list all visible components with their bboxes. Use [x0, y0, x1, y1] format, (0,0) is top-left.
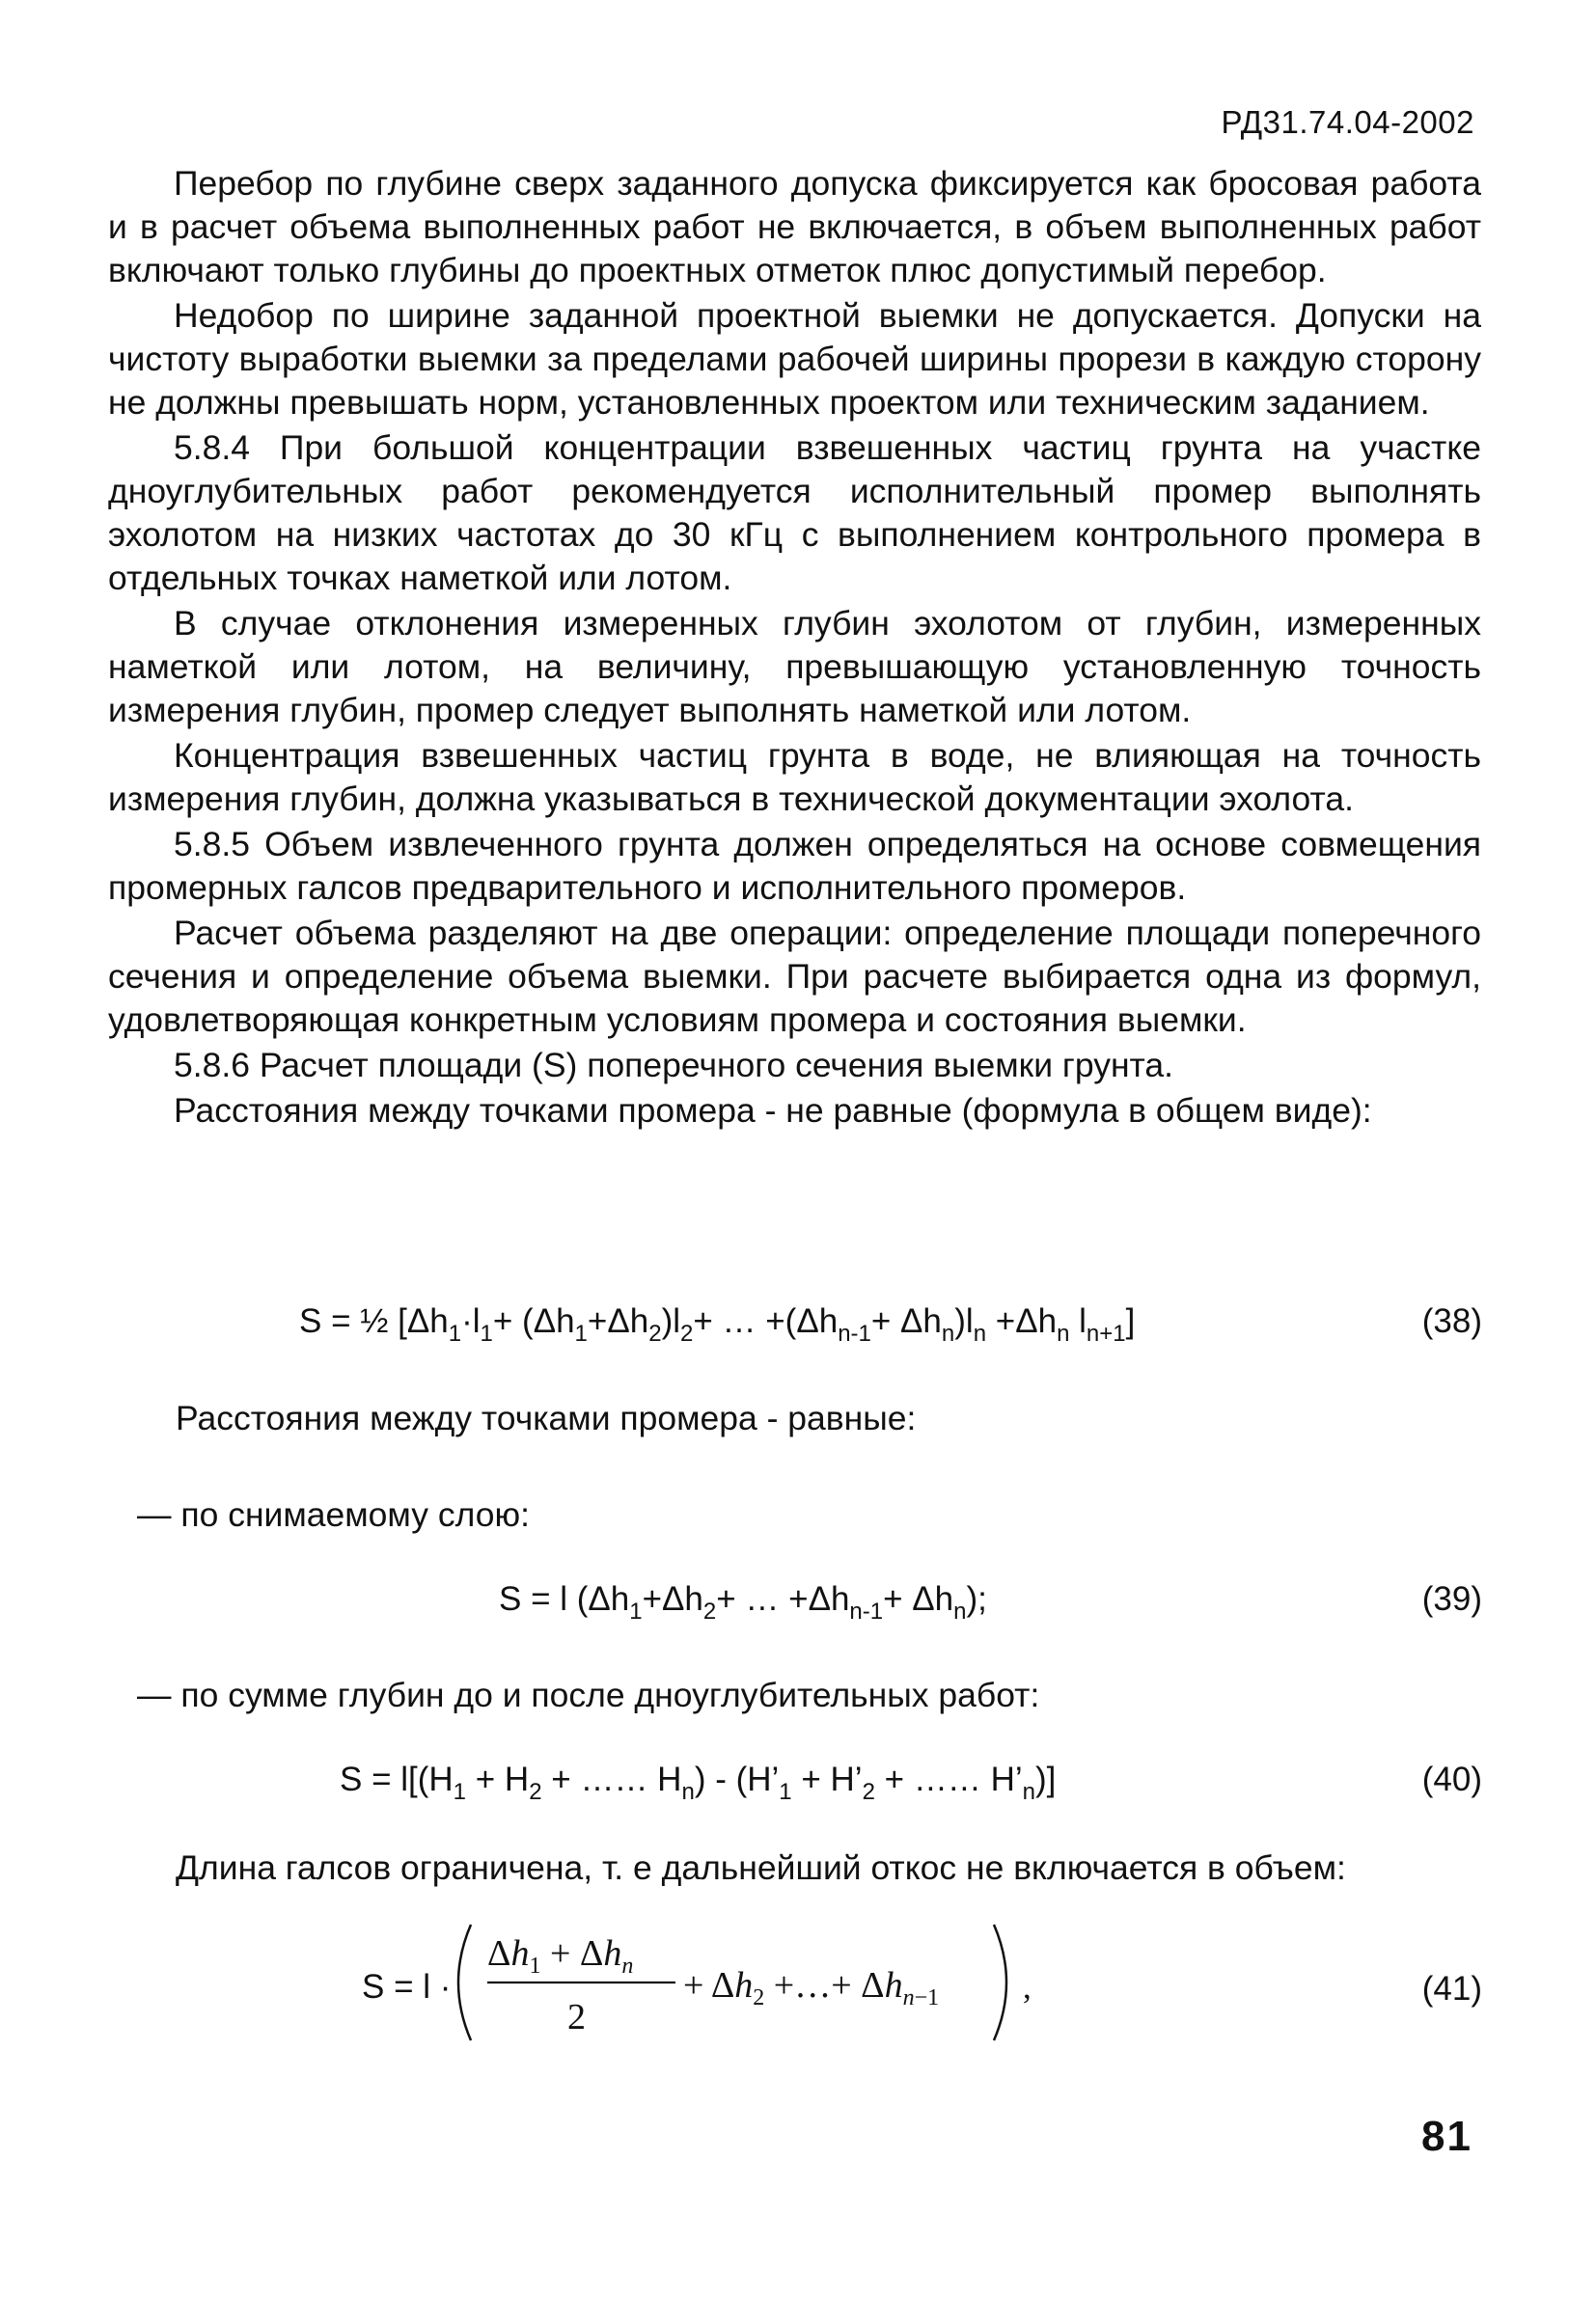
document-code: РД31.74.04-2002 — [1221, 104, 1474, 140]
paragraph-unequal-distances: Расстояния между точками промера - не равные (формула в общем виде): — [174, 1091, 1372, 1130]
paragraph-underdredge: Недобор по ширине заданной проектной выемки не допускается. Допуски на чистоту выработки выемки за пределами рабочей ширины прорези в каждую сторону не должны превышать норм, установленных проектом или техническим заданием. — [108, 296, 1481, 422]
paragraph-5-8-5: 5.8.5 Объем извлеченного грунта должен определяться на основе совмещения промерных галсов предварительного и исполнительного промеров. — [108, 825, 1481, 907]
svg-text:S = l ·: S = l · — [362, 1968, 452, 2006]
paragraph-volume-calc: Расчет объема разделяют на две операции: определение площади поперечного сечения и определение объема выемки. При расчете выбирается одна из формул, удовлетворяющая конкретным условиям промера и состояния выемки. — [108, 914, 1481, 1039]
svg-text:,: , — [1023, 1968, 1032, 2006]
formula-40: $S = l[(H_1 + H_2$ + …… $H_n$) - ($H’_1$ + $H’_2$ + …… $H’_n$)] — [340, 1761, 1057, 1805]
svg-text:+ Δh2 +…+ Δhn−1: + $\Delta h_2$ +…+ $\Delta h_n-1$ — [683, 1965, 940, 2010]
text-equal-distances: Расстояния между точками промера - равные: — [176, 1399, 917, 1437]
text-by-layer: — по снимаемому слою: — [137, 1495, 530, 1534]
formula-38-number: (38) — [1421, 1302, 1482, 1340]
svg-text:Δh1 + Δhn: $\Delta h_1 + \Delta h_n$ — [487, 1933, 634, 1979]
formula-41-number: (41) — [1421, 1970, 1482, 2008]
paragraph-5-8-6: 5.8.6 Расчет площади (S) поперечного сечения выемки грунта. — [174, 1046, 1174, 1084]
paragraph-deviation: В случае отклонения измеренных глубин эхолотом от глубин, измеренных наметкой или лотом, на величину, превышающую установленную точность измерения глубин, промер следует выполнять наметкой или лотом. — [108, 604, 1481, 729]
paragraph-concentration: Концентрация взвешенных частиц грунта в воде, не влияющая на точность измерения глубин, должна указываться в технической документации эхолота. — [108, 736, 1481, 818]
formula-39-number: (39) — [1421, 1580, 1482, 1618]
paragraph-5-8-4: 5.8.4 При большой концентрации взвешенных частиц грунта на участке дноуглубительных работ рекомендуется исполнительный промер выполнять эхолотом на низких частотах до 30 кГц с выполнением контрольного промера в отдельных точках наметкой или лотом. — [108, 428, 1481, 597]
page-number: 81 — [1421, 2113, 1472, 2160]
formula-38: S = ½ [$\Delta h_1\cdot l_1+ (\Delta h_1+\Delta h_2)l_2+$ … $+(\Delta h_{n-1}+ \Delta h_n)l_n +\Delta h_n$ $l_{n+1}$] — [299, 1302, 1136, 1347]
formula-41 — [357, 1905, 1090, 2060]
formula-39: S = l ($\Delta h_1+\Delta h_2+$ … $+\Delta h_{n-1}+ \Delta h_n$); — [499, 1580, 987, 1625]
formula-40-number: (40) — [1421, 1761, 1482, 1798]
svg-text:2: 2 — [567, 1997, 586, 2037]
main-text — [108, 162, 1481, 1135]
text-limited-tacks: Длина галсов ограничена, т. е дальнейший откос не включается в объем: — [176, 1848, 1346, 1887]
paragraph-overdredge: Перебор по глубине сверх заданного допуска фиксируется как бросовая работа и в расчет объема выполненных работ не включается, в объем выполненных работ включают только глубины до проектных отметок плюс допустимый перебор. — [108, 164, 1481, 289]
text-depth-sum: — по сумме глубин до и после дноуглубительных работ: — [137, 1676, 1040, 1714]
